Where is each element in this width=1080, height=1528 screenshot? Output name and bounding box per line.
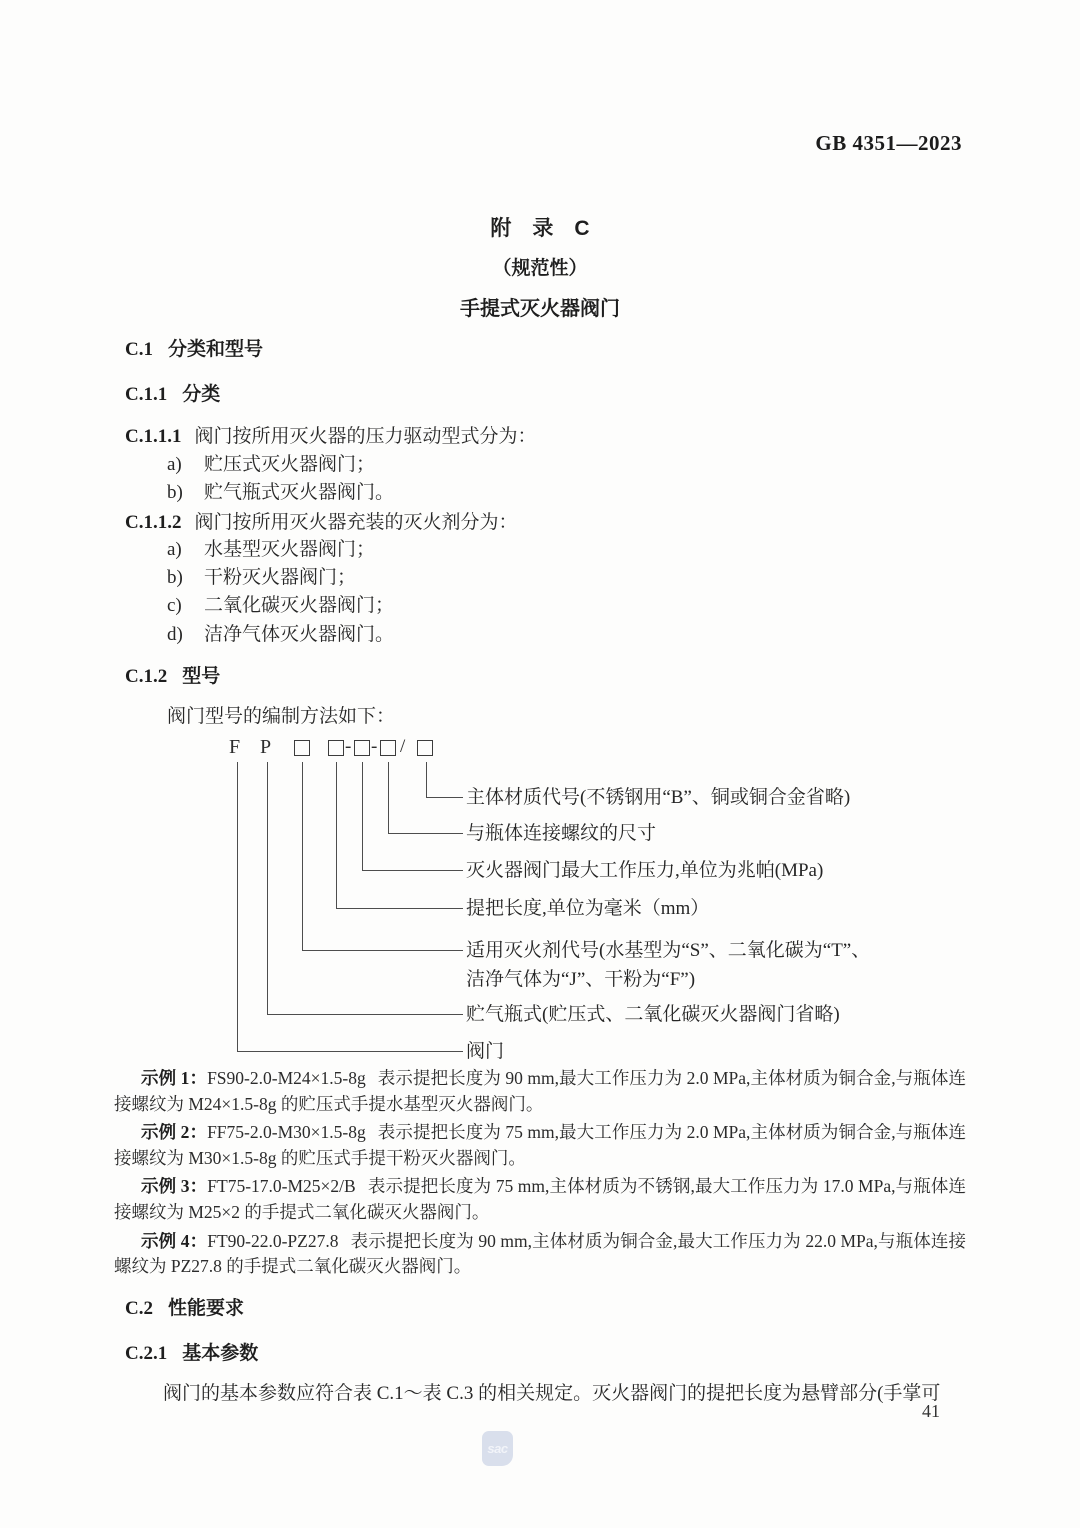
example-code: FT90-22.0-PZ27.8 [207, 1230, 339, 1251]
heading-title: 基本参数 [182, 1343, 259, 1364]
heading-c1 [125, 334, 263, 361]
list-marker: d) [167, 623, 183, 645]
list-marker: c) [167, 595, 182, 617]
model-code-letter-f: F [229, 736, 241, 758]
example-label: 示例 4： [141, 1230, 208, 1251]
list-c1-1-2 [167, 536, 394, 649]
heading-number: C.1.2 [125, 666, 168, 687]
heading-number: C.2 [125, 1298, 153, 1319]
clause-number: C.1.1.1 [125, 426, 182, 447]
examples-block [114, 1066, 966, 1283]
list-item [167, 451, 394, 479]
model-code-box [294, 740, 310, 756]
diagram-label-handle: 提把长度,单位为毫米（mm） [466, 898, 710, 919]
diagram-label-gas-cartridge: 贮气瓶式(贮压式、二氧化碳灭火器阀门省略) [466, 1004, 840, 1025]
heading-title: 分类 [182, 384, 221, 405]
clause-number: C.1.1.2 [125, 512, 182, 533]
clause-text: 阀门按所用灭火器的压力驱动型式分为： [194, 426, 537, 447]
clause-text: 阀门按所用灭火器充装的灭火剂分为： [194, 512, 518, 533]
leader-line [237, 762, 463, 1052]
example-description: 表示提把长度为 75 mm,主体材质为不锈钢,最大工作压力为 17.0 MPa,与瓶体连接螺纹为 M25×2 的手提式二氧化碳灭火器阀门。 [114, 1176, 966, 1222]
list-item-text: 贮气瓶式灭火器阀门。 [204, 482, 395, 504]
example-code: FT75-17.0-M25×2/B [207, 1176, 356, 1197]
example-4 [114, 1229, 966, 1280]
list-marker: a) [167, 454, 182, 475]
list-item-text: 贮压式灭火器阀门； [204, 454, 376, 475]
clause-c2-1-paragraph: 阀门的基本参数应符合表 C.1～表 C.3 的相关规定。灭火器阀门的提把长度为悬臂部分(手掌可 [163, 1383, 941, 1404]
model-code-hyphen: - [345, 736, 352, 757]
heading-title: 型号 [182, 666, 221, 687]
clause-c1-1-2 [125, 507, 518, 534]
model-code-box [354, 740, 370, 756]
diagram-label-thread: 与瓶体连接螺纹的尺寸 [466, 823, 657, 844]
appendix-title-block [0, 212, 1080, 321]
model-code-slash: / [400, 736, 406, 757]
list-marker: b) [167, 482, 183, 504]
example-code: FS90-2.0-M24×1.5-8g [207, 1068, 366, 1088]
sac-watermark-logo [482, 1431, 513, 1466]
clause-c1-1-1 [125, 421, 537, 448]
heading-title: 分类和型号 [167, 339, 263, 360]
model-code-letter-p: P [260, 736, 272, 758]
heading-c2 [125, 1293, 244, 1320]
example-label: 示例 1： [141, 1068, 208, 1088]
model-code-box [380, 740, 396, 756]
list-item-text: 干粉灭火器阀门； [204, 567, 357, 589]
model-code-intro: 阀门型号的编制方法如下： [167, 706, 396, 727]
heading-title: 性能要求 [167, 1298, 244, 1319]
model-code-box [417, 740, 433, 756]
appendix-subject: 手提式灭火器阀门 [460, 298, 620, 320]
standard-number: GB 4351—2023 [815, 131, 962, 155]
sac-logo-text: sac [487, 1441, 508, 1456]
example-description: 表示提把长度为 90 mm,主体材质为铜合金,最大工作压力为 22.0 MPa,与瓶体连接螺纹为 PZ27.8 的手提式二氧化碳灭火器阀门。 [114, 1230, 966, 1277]
list-marker: b) [167, 567, 183, 589]
list-item-text: 二氧化碳灭火器阀门； [204, 595, 395, 617]
example-1 [114, 1066, 966, 1117]
list-item-text: 洁净气体灭火器阀门。 [204, 623, 395, 645]
example-label: 示例 3： [141, 1176, 208, 1197]
list-item [167, 564, 394, 592]
list-item [167, 621, 394, 649]
diagram-label-pressure: 灭火器阀门最大工作压力,单位为兆帕(MPa) [466, 860, 824, 881]
heading-number: C.1.1 [125, 384, 168, 405]
list-item [167, 479, 394, 507]
example-3 [114, 1174, 966, 1225]
example-description: 表示提把长度为 75 mm,最大工作压力为 2.0 MPa,主体材质为铜合金,与瓶体连接螺纹为 M30×1.5-8g 的贮压式手提干粉灭火器阀门。 [114, 1122, 966, 1168]
heading-c1-1 [125, 379, 220, 406]
heading-c2-1 [125, 1338, 258, 1365]
example-2 [114, 1120, 966, 1171]
heading-number: C.1 [125, 339, 153, 360]
model-code-box [328, 740, 344, 756]
heading-c1-2 [125, 661, 220, 688]
list-item [167, 592, 394, 620]
diagram-label-agent-code: 适用灭火剂代号(水基型为“S”、二氧化碳为“T”、 洁净气体为“J”、干粉为“F”) [466, 940, 871, 990]
diagram-label-material: 主体材质代号(不锈钢用“B”、铜或铜合金省略) [466, 787, 851, 808]
list-c1-1-1 [167, 451, 394, 507]
list-marker: a) [167, 539, 182, 560]
example-label: 示例 2： [141, 1122, 208, 1143]
appendix-normative-tag: （规范性） [492, 258, 588, 279]
diagram-label-valve: 阀门 [466, 1041, 505, 1062]
example-description: 表示提把长度为 90 mm,最大工作压力为 2.0 MPa,主体材质为铜合金,与瓶体连接螺纹为 M24×1.5-8g 的贮压式手提水基型灭火器阀门。 [114, 1068, 966, 1114]
page-number: 41 [922, 1401, 940, 1421]
list-item-text: 水基型灭火器阀门； [204, 539, 376, 560]
example-code: FF75-2.0-M30×1.5-8g [207, 1122, 366, 1143]
appendix-title: 附 录 C [490, 217, 590, 240]
heading-number: C.2.1 [125, 1343, 168, 1364]
model-code-diagram [0, 735, 1080, 1070]
list-item [167, 536, 394, 564]
model-code-hyphen: - [371, 736, 378, 757]
